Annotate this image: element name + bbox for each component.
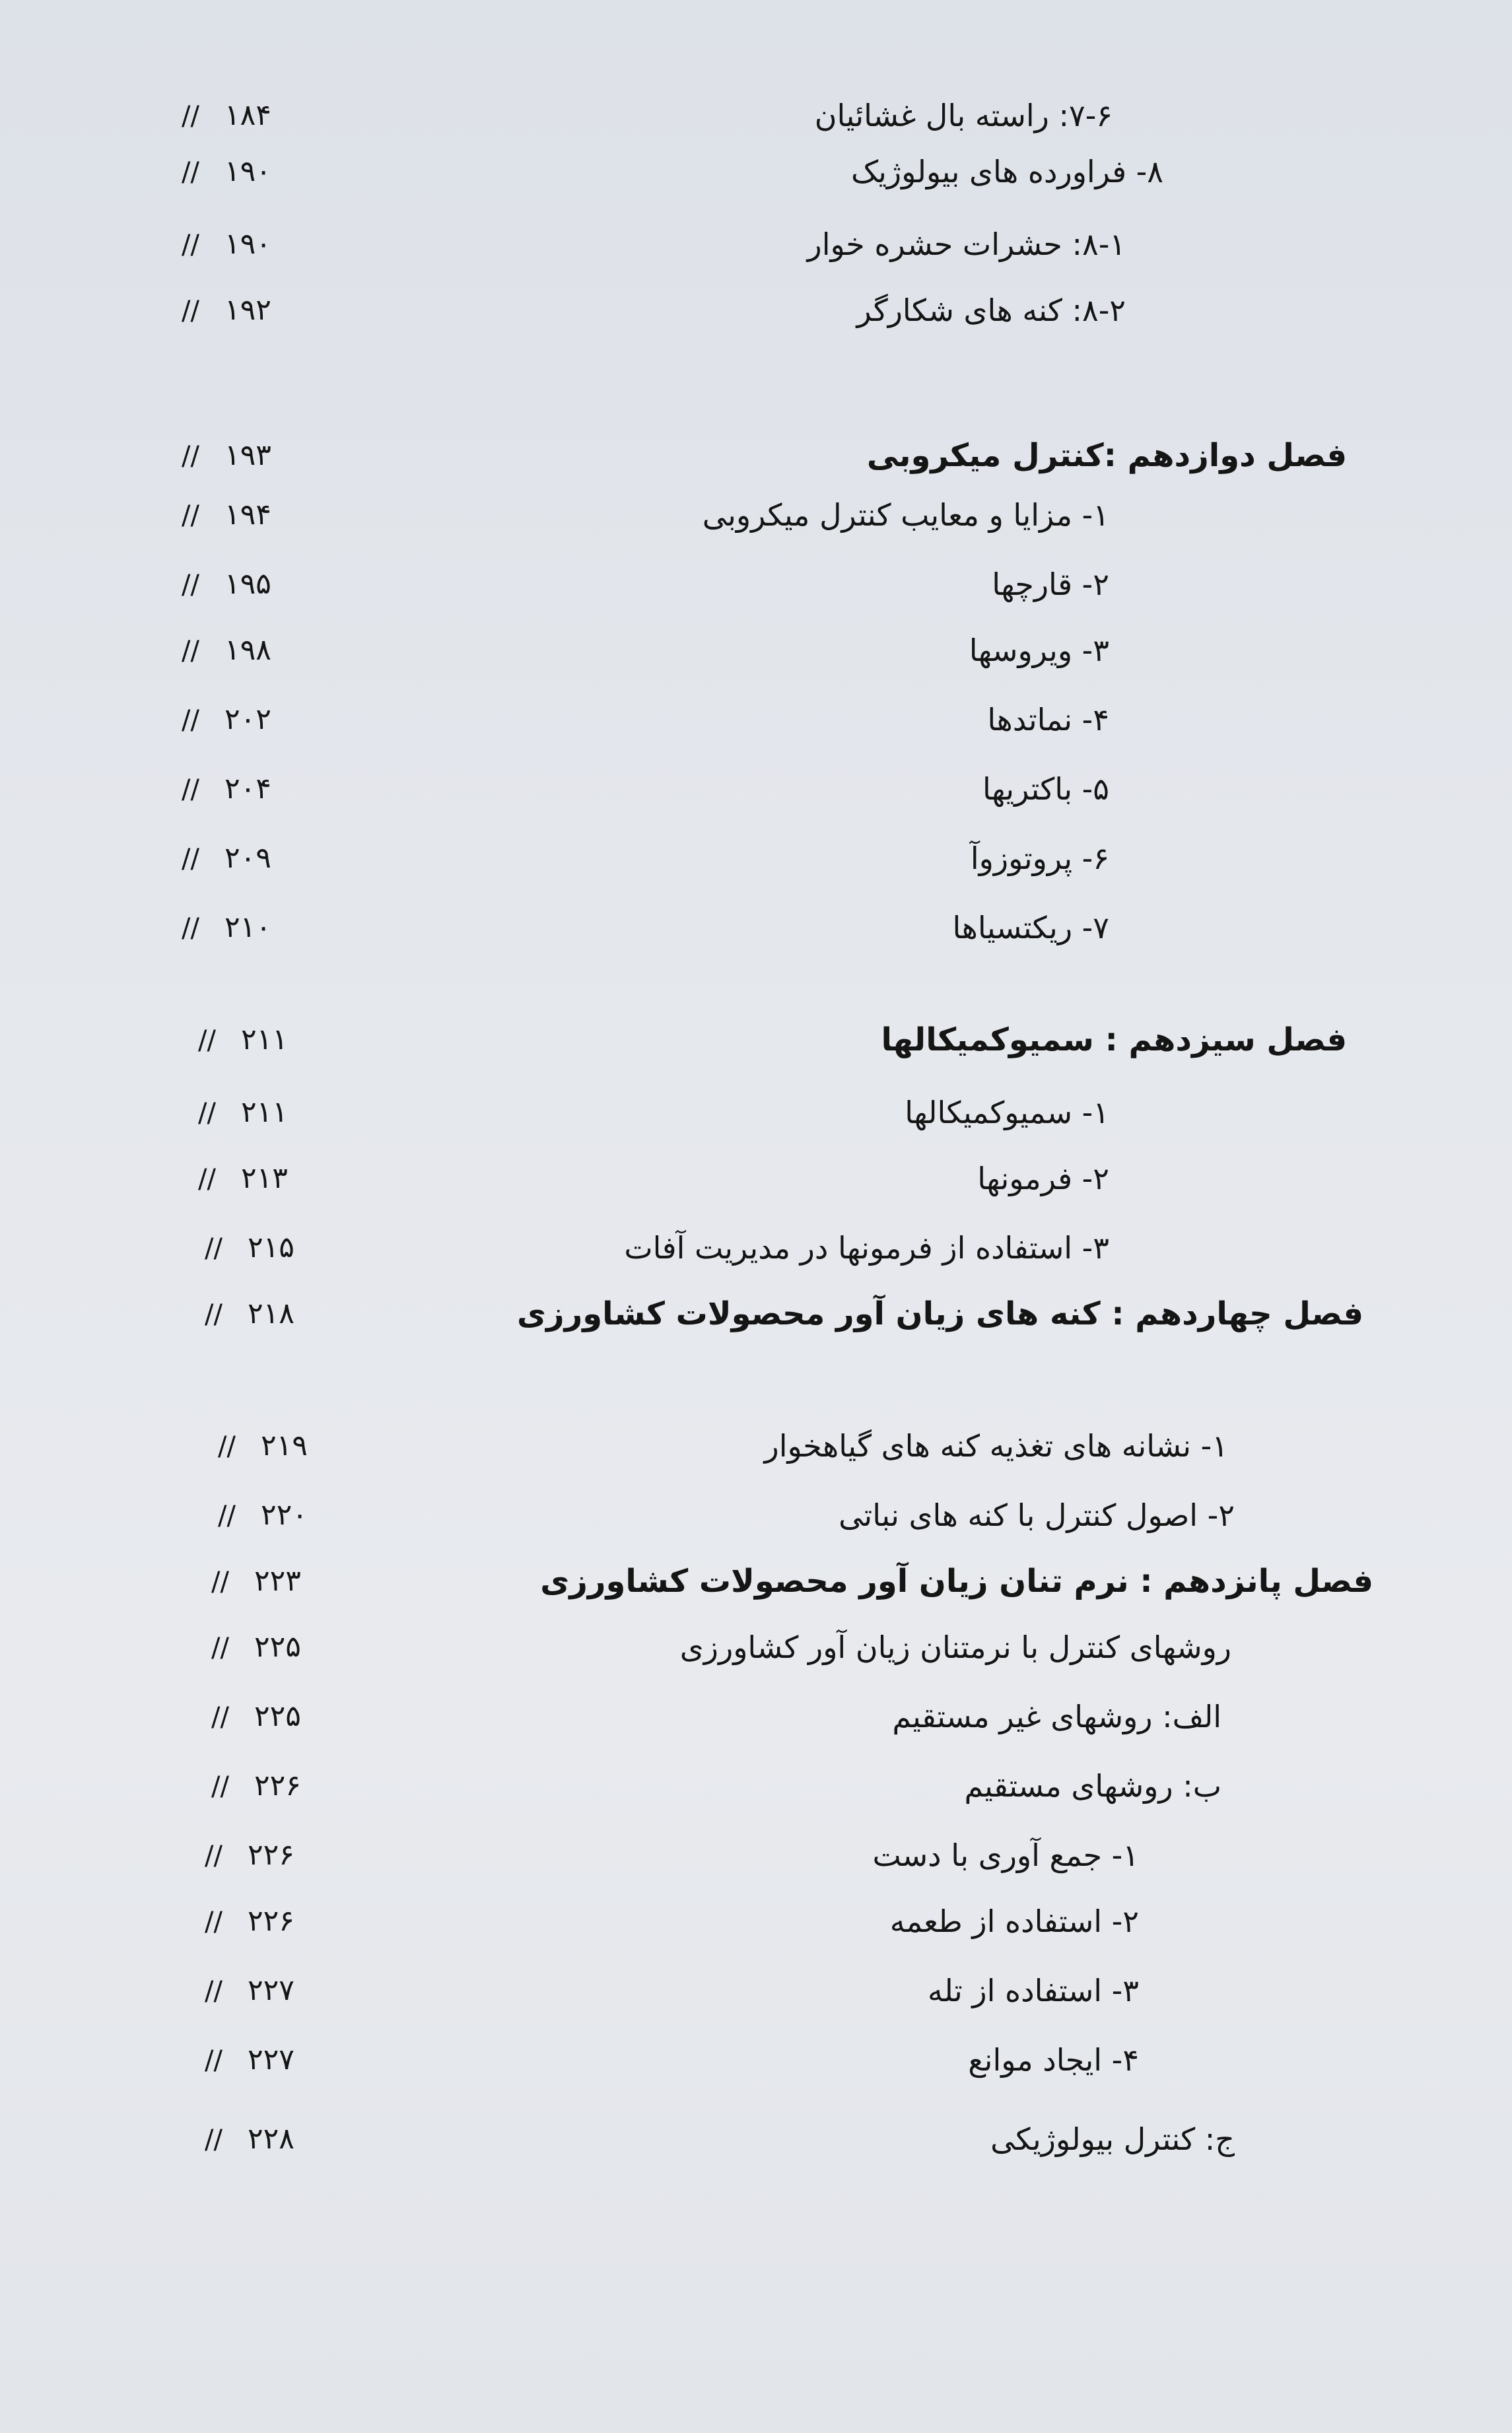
page-separator: // (182, 500, 199, 531)
entry-page-number: ۲۱۰ (224, 910, 271, 944)
page-separator: // (205, 1299, 223, 1330)
toc-entry (0, 2103, 1512, 2176)
entry-page-number: ۱۹۵ (224, 567, 271, 601)
toc-entry (0, 479, 1512, 551)
entry-title: ج: کنترل بیولوژیکی (990, 2121, 1235, 2157)
entry-page-number: ۲۲۷ (247, 2043, 294, 2076)
entry-title: ۷-۶: راسته بال غشائیان (814, 98, 1113, 133)
entry-page-ref (211, 1750, 301, 1823)
entry-page-ref (182, 683, 271, 757)
entry-title: ۲- استفاده از طعمه (889, 1903, 1139, 1939)
entry-page-ref (218, 1479, 308, 1552)
page-separator: // (205, 1233, 223, 1264)
page-separator: // (182, 636, 199, 666)
toc-entry (0, 2024, 1512, 2096)
entry-page-number: ۲۱۳ (240, 1161, 288, 1195)
entry-title: ۷- ریکتسیاها (952, 910, 1109, 945)
toc-entry (0, 1076, 1512, 1149)
entry-page-ref (182, 548, 271, 621)
toc-entry (0, 753, 1512, 825)
page-separator: // (198, 1164, 216, 1194)
entry-title: ۲- اصول کنترل با کنه های نباتی (839, 1497, 1235, 1533)
page-separator: // (182, 705, 199, 736)
page-separator: // (182, 570, 199, 600)
entry-page-number: ۱۹۰ (224, 227, 271, 261)
entry-page-ref (198, 1142, 288, 1216)
page-separator: // (205, 1841, 223, 1871)
entry-page-ref (205, 2024, 294, 2097)
toc-entry (0, 683, 1512, 756)
entry-page-number: ۲۲۳ (254, 1564, 301, 1598)
entry-page-number: ۲۱۵ (247, 1231, 294, 1264)
entry-title: ۴- ایجاد موانع (968, 2042, 1139, 2078)
chapter-title: فصل پانزدهم : نرم تنان زیان آور محصولات کشاورزی (540, 1563, 1373, 1600)
page-separator: // (218, 1501, 236, 1531)
chapter-title: فصل دوازدهم :کنترل میکروبی (866, 437, 1347, 474)
entry-page-number: ۱۸۴ (224, 98, 271, 132)
entry-page-ref (182, 479, 271, 552)
entry-page-ref (182, 753, 271, 826)
entry-page-ref (205, 1885, 294, 1958)
entry-page-number: ۲۰۲ (224, 702, 271, 736)
entry-title: ۱- نشانه های تغذیه کنه های گیاهخوار (764, 1428, 1228, 1464)
toc-chapter-heading (0, 1004, 1512, 1076)
entry-page-number: ۲۱۱ (240, 1095, 288, 1129)
toc-entry (0, 1611, 1512, 1684)
page-separator: // (182, 441, 199, 471)
entry-page-ref (211, 1545, 301, 1618)
chapter-title: فصل سیزدهم : سمیوکمیکالها (881, 1021, 1347, 1058)
entry-title: ۸-۱: حشرات حشره خوار (807, 226, 1126, 262)
entry-page-number: ۱۹۸ (224, 633, 271, 667)
entry-page-ref (182, 891, 271, 965)
entry-title: ۸-۲: کنه های شکارگر (856, 292, 1126, 328)
entry-title: ۳- استفاده از فرمونها در مدیریت آفات (624, 1230, 1109, 1266)
entry-page-ref (182, 274, 271, 347)
toc-entry (0, 1680, 1512, 1753)
entry-page-number: ۱۹۰ (224, 154, 271, 188)
toc-entry (0, 1750, 1512, 1822)
toc-entry (0, 208, 1512, 281)
entry-page-number: ۲۲۰ (260, 1498, 308, 1532)
page-separator: // (205, 1976, 223, 2006)
entry-title: ۱- مزایا و معایب کنترل میکروبی (702, 497, 1109, 533)
page-separator: // (211, 1567, 229, 1597)
entry-title: روشهای کنترل با نرمتنان زیان آور کشاورزی (679, 1629, 1231, 1665)
page-separator: // (205, 1907, 223, 1937)
entry-page-ref (198, 1004, 288, 1077)
page-separator: // (205, 2125, 223, 2155)
entry-title: ۱- سمیوکمیکالها (905, 1095, 1109, 1130)
entry-page-number: ۲۱۹ (260, 1429, 308, 1462)
entry-page-number: ۲۱۸ (247, 1297, 294, 1330)
entry-page-number: ۲۱۱ (240, 1023, 288, 1056)
toc-entry (0, 614, 1512, 687)
entry-page-number: ۱۹۴ (224, 498, 271, 531)
toc-entry (0, 1142, 1512, 1215)
entry-page-number: ۱۹۲ (224, 293, 271, 327)
entry-page-ref (205, 1954, 294, 2028)
page-separator: // (198, 1025, 216, 1056)
entry-page-ref (211, 1611, 301, 1684)
entry-page-ref (182, 135, 271, 209)
toc-entry (0, 1410, 1512, 1482)
entry-title: الف: روشهای غیر مستقیم (892, 1699, 1221, 1734)
entry-page-ref (205, 1212, 294, 1285)
page-separator: // (182, 296, 199, 326)
entry-page-number: ۲۲۶ (247, 1838, 294, 1872)
entry-page-number: ۲۰۴ (224, 772, 271, 805)
page-separator: // (211, 1771, 229, 1802)
entry-title: ۴- نماتدها (987, 702, 1109, 737)
page-separator: // (211, 1702, 229, 1732)
entry-page-ref (205, 2103, 294, 2176)
toc-entry (0, 135, 1512, 208)
entry-page-number: ۲۰۹ (224, 841, 271, 875)
toc-entry (0, 1819, 1512, 1892)
page-separator: // (218, 1431, 236, 1462)
entry-page-number: ۱۹۳ (224, 438, 271, 472)
page-separator: // (205, 2045, 223, 2076)
toc-chapter-heading (0, 1278, 1512, 1350)
entry-title: ۸- فراورده های بیولوژیک (850, 154, 1163, 189)
entry-page-ref (182, 614, 271, 687)
entry-page-ref (218, 1410, 308, 1483)
entry-page-number: ۲۲۵ (254, 1699, 301, 1733)
toc-entry (0, 891, 1512, 964)
toc-entry (0, 548, 1512, 621)
page-separator: // (211, 1633, 229, 1663)
entry-page-number: ۲۲۶ (247, 1904, 294, 1938)
toc-entry (0, 1479, 1512, 1552)
toc-entry (0, 1885, 1512, 1958)
page-separator: // (182, 913, 199, 943)
entry-title: ۶- پروتوزوآ (970, 840, 1109, 876)
entry-title: ۲- قارچها (992, 566, 1109, 602)
page-separator: // (198, 1098, 216, 1128)
entry-page-ref (205, 1819, 294, 1892)
toc-entry (0, 274, 1512, 347)
entry-title: ب: روشهای مستقیم (964, 1768, 1221, 1804)
entry-page-ref (182, 822, 271, 895)
chapter-title: فصل چهاردهم : کنه های زیان آور محصولات کشاورزی (517, 1295, 1363, 1332)
page-separator: // (182, 774, 199, 805)
entry-page-ref (205, 1278, 294, 1351)
entry-page-number: ۲۲۶ (254, 1769, 301, 1802)
entry-title: ۳- ویروسها (969, 633, 1109, 668)
page-separator: // (182, 230, 199, 260)
page-separator: // (182, 101, 199, 131)
entry-title: ۵- باکتریها (982, 771, 1109, 807)
entry-title: ۳- استفاده از تله (928, 1973, 1139, 2008)
entry-title: ۱- جمع آوری با دست (872, 1837, 1139, 1873)
toc-entry (0, 1212, 1512, 1284)
page-separator: // (182, 844, 199, 874)
entry-page-ref (211, 1680, 301, 1754)
entry-page-number: ۲۲۵ (254, 1630, 301, 1664)
entry-page-number: ۲۲۸ (247, 2122, 294, 2156)
toc-entry (0, 822, 1512, 895)
toc-chapter-heading (0, 1545, 1512, 1618)
entry-title: ۲- فرمونها (977, 1161, 1109, 1196)
page-separator: // (182, 157, 199, 188)
entry-page-number: ۲۲۷ (247, 1973, 294, 2007)
entry-page-ref (182, 208, 271, 281)
toc-entry (0, 1954, 1512, 2027)
entry-page-ref (198, 1076, 288, 1149)
